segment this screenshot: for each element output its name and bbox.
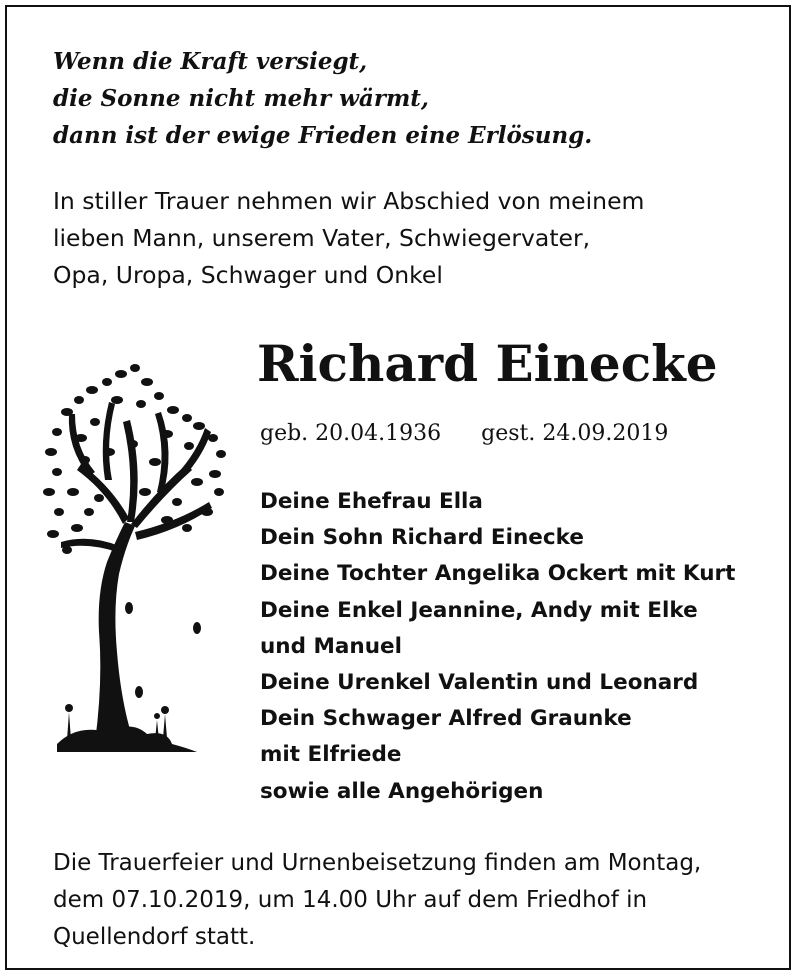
mourner-line: mit Elfriede: [260, 742, 402, 768]
funeral-line: dem 07.10.2019, um 14.00 Uhr auf dem Friedhof in: [53, 887, 648, 913]
tree-silhouette-icon: [37, 352, 232, 772]
mourner-line: Deine Ehefrau Ella: [260, 489, 483, 514]
mourner-line: Deine Urenkel Valentin und Leonard: [260, 670, 699, 696]
intro-line: Opa, Uropa, Schwager und Onkel: [53, 261, 443, 289]
intro-text: [53, 183, 773, 294]
mourner-line: Deine Tochter Angelika Ockert mit Kurt: [260, 561, 736, 587]
poem-line: die Sonne nicht mehr wärmt,: [53, 85, 429, 112]
intro-line: In stiller Trauer nehmen wir Abschied von meinem: [53, 187, 645, 215]
funeral-details: [53, 845, 783, 956]
funeral-line: Quellendorf statt.: [53, 924, 256, 950]
intro-line: lieben Mann, unserem Vater, Schwiegervater,: [53, 224, 591, 252]
mourners-list: [260, 484, 800, 810]
poem: [53, 43, 773, 154]
life-dates: [260, 417, 780, 451]
mourner-line: und Manuel: [260, 633, 402, 659]
mourner-line: Deine Enkel Jeannine, Andy mit Elke: [260, 597, 698, 623]
birth-date: geb. 20.04.1936: [260, 421, 442, 446]
mourner-line: Dein Sohn Richard Einecke: [260, 525, 584, 551]
poem-line: dann ist der ewige Frieden eine Erlösung.: [53, 122, 593, 149]
funeral-line: Die Trauerfeier und Urnenbeisetzung finden am Montag,: [53, 850, 702, 876]
death-date: gest. 24.09.2019: [481, 421, 669, 446]
mourner-line: Dein Schwager Alfred Graunke: [260, 706, 632, 732]
deceased-name: Richard Einecke: [257, 334, 718, 393]
obituary-notice: [5, 5, 791, 970]
mourner-line: sowie alle Angehörigen: [260, 778, 544, 804]
poem-line: Wenn die Kraft versiegt,: [53, 48, 368, 75]
